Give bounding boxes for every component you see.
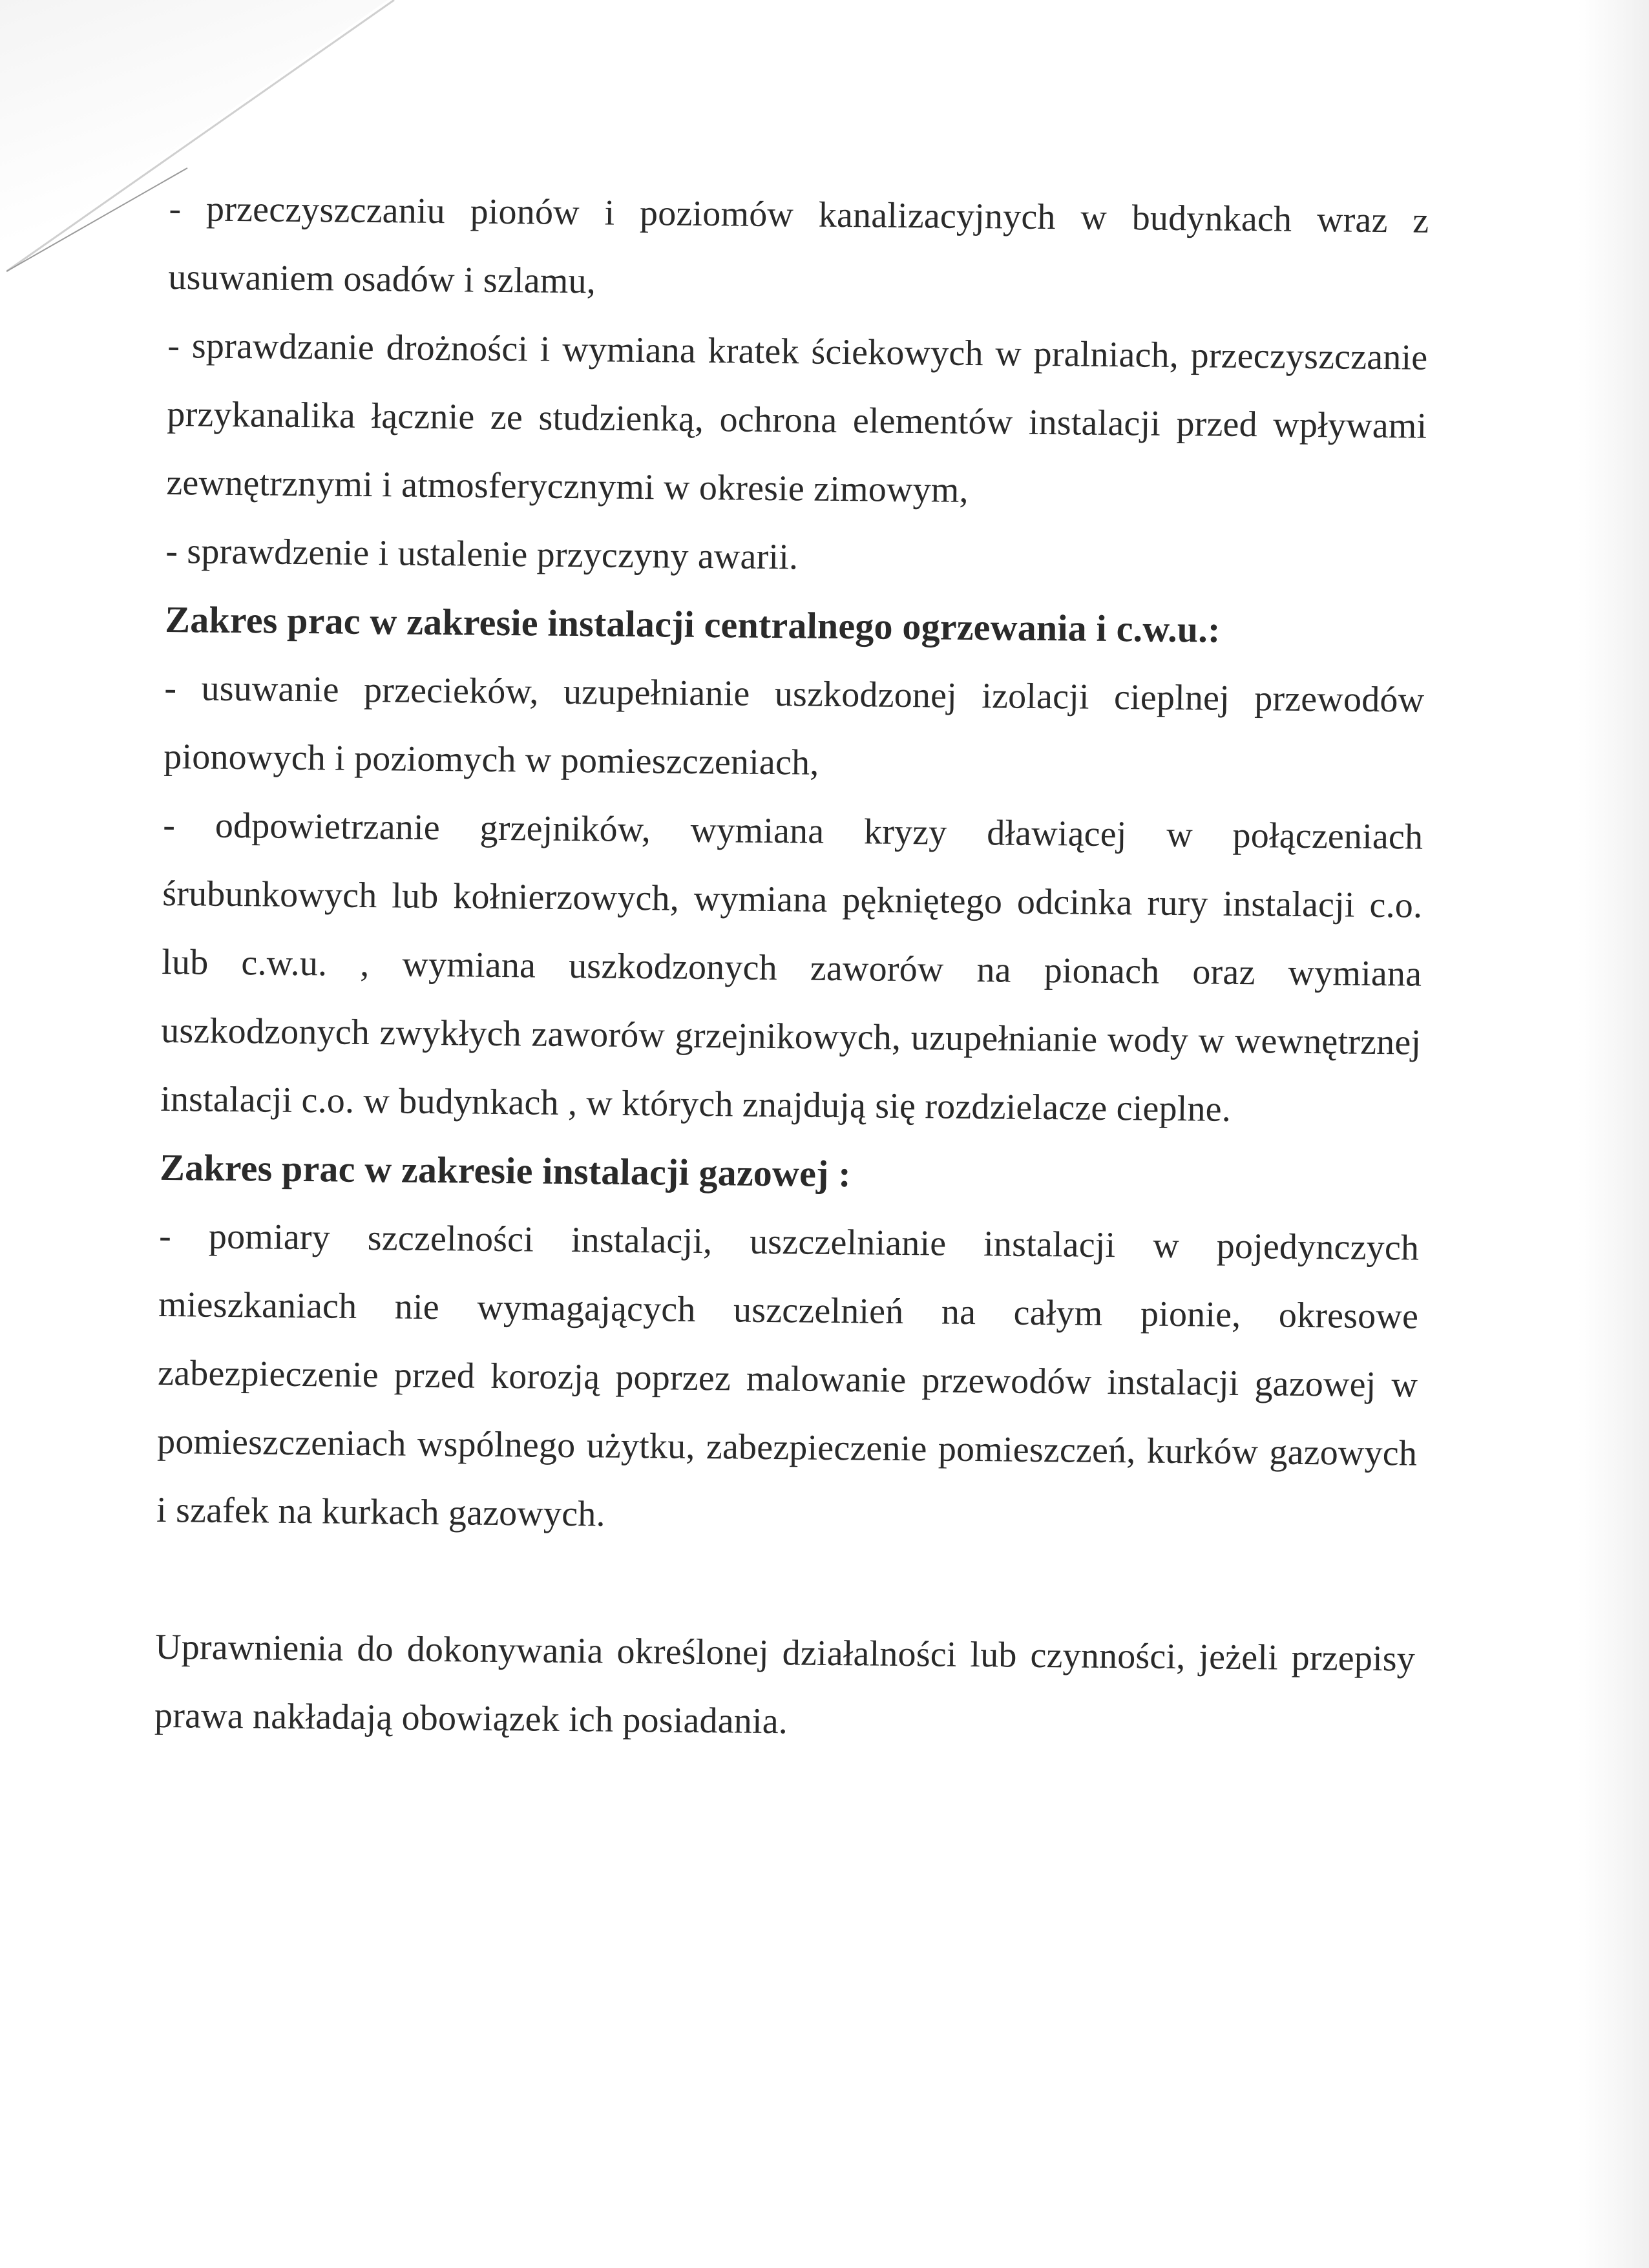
document-body — [154, 174, 1429, 1762]
spacer — [156, 1544, 1416, 1625]
list-item-failure-diagnosis: - sprawdzenie i ustalenie przyczyny awarii. — [165, 530, 799, 578]
section-heading-gas: Zakres prac w zakresie instalacji gazowej : — [159, 1146, 852, 1195]
list-item-leak-repair: - usuwanie przecieków, uzupełnianie uszkodzonej izolacji cieplnej przewodów pionowych i poziomych w pomieszczeniach, — [163, 667, 1425, 783]
list-item-sewer-cleaning: - przeczyszczaniu pionów i poziomów kanalizacyjnych w budynkach wraz z usuwaniem osadów i szlamu, — [168, 188, 1429, 302]
list-item-gas-tightness: - pomiary szczelności instalacji, uszczelnianie instalacji w pojedynczych mieszkaniach nie wymagających uszczelnień na całym pionie, okresowe zabezpieczenie przed korozją poprzez malowanie przewodów instalacji gazowej w pomieszczeniach wspólnego użytku, zabezpieczenie pomieszczeń, kurków gazowych i szafek na kurkach gazowych. — [156, 1215, 1420, 1535]
list-item-drain-check: - sprawdzanie drożności i wymiana kratek ściekowych w pralniach, przeczyszczanie przykanalika łącznie ze studzienką, ochrona elementów instalacji przed wpływami zewnętrznymi i atmosferycznymi w okresie zimowym, — [166, 325, 1428, 510]
section-heading-heating: Zakres prac w zakresie instalacji centralnego ogrzewania i c.w.u.: — [165, 598, 1221, 651]
qualifications-paragraph: Uprawnienia do dokonywania określonej działalności lub czynności, jeżeli przepisy prawa nakładają obowiązek ich posiadania. — [154, 1626, 1416, 1742]
scan-right-edge — [1578, 0, 1649, 2268]
list-item-radiator-bleeding: - odpowietrzanie grzejników, wymiana kryzy dławiącej w połączeniach śrubunkowych lub kołnierzowych, wymiana pękniętego odcinka rury instalacji c.o. lub c.w.u. , wymiana uszkodzonych zaworów na pionach oraz wymiana uszkodzonych zwykłych zaworów grzejnikowych, uzupełnianie wody w wewnętrznej instalacji c.o. w budynkach , w których znajdują się rozdzielacze cieplne. — [160, 804, 1423, 1129]
